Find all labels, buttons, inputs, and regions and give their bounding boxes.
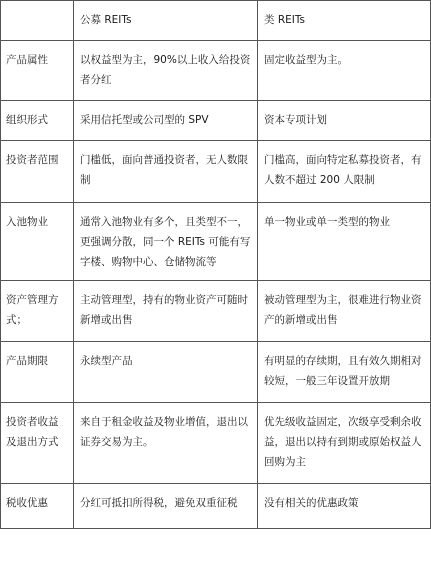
row-label: 产品期限 (1, 342, 74, 403)
quasi-reits-cell: 没有相关的优惠政策 (258, 484, 431, 529)
quasi-reits-cell: 单一物业或单一类型的物业 (258, 203, 431, 281)
table-row (1, 403, 431, 484)
public-reits-cell: 门槛低，面向普通投资者，无人数限制 (74, 141, 258, 203)
header-public-reits: 公募 REITs (74, 1, 258, 41)
quasi-reits-cell: 门槛高，面向特定私募投资者，有人数不超过 200 人限制 (258, 141, 431, 203)
row-label: 组织形式 (1, 101, 74, 141)
row-label: 投资者收益及退出方式 (1, 403, 74, 484)
public-reits-cell: 来自于租金收益及物业增值，退出以证券交易为主。 (74, 403, 258, 484)
public-reits-cell: 通常入池物业有多个，且类型不一，更强调分散，同一个 REITs 可能有写字楼、购物中心、仓储物流等 (74, 203, 258, 281)
table-row (1, 41, 431, 101)
row-label: 资产管理方式； (1, 281, 74, 342)
quasi-reits-cell: 被动管理型为主，很难进行物业资产的新增或出售 (258, 281, 431, 342)
public-reits-cell: 主动管理型，持有的物业资产可随时新增或出售 (74, 281, 258, 342)
row-label: 入池物业 (1, 203, 74, 281)
table-row (1, 203, 431, 281)
table-row (1, 141, 431, 203)
table-row (1, 342, 431, 403)
row-label: 税收优惠 (1, 484, 74, 529)
header-row (1, 1, 431, 41)
public-reits-cell: 采用信托型或公司型的 SPV (74, 101, 258, 141)
quasi-reits-cell: 有明显的存续期，且有效久期相对较短，一般三年设置开放期 (258, 342, 431, 403)
table-row (1, 484, 431, 529)
quasi-reits-cell: 固定收益型为主。 (258, 41, 431, 101)
table-row (1, 281, 431, 342)
row-label: 投资者范围 (1, 141, 74, 203)
row-label: 产品属性 (1, 41, 74, 101)
quasi-reits-cell: 优先级收益固定，次级享受剩余收益，退出以持有到期或原始权益人回购为主 (258, 403, 431, 484)
header-corner-cell (1, 1, 74, 41)
public-reits-cell: 分红可抵扣所得税，避免双重征税 (74, 484, 258, 529)
public-reits-cell: 永续型产品 (74, 342, 258, 403)
header-quasi-reits: 类 REITs (258, 1, 431, 41)
public-reits-cell: 以权益型为主，90%以上收入给投资者分红 (74, 41, 258, 101)
quasi-reits-cell: 资本专项计划 (258, 101, 431, 141)
table-row (1, 101, 431, 141)
